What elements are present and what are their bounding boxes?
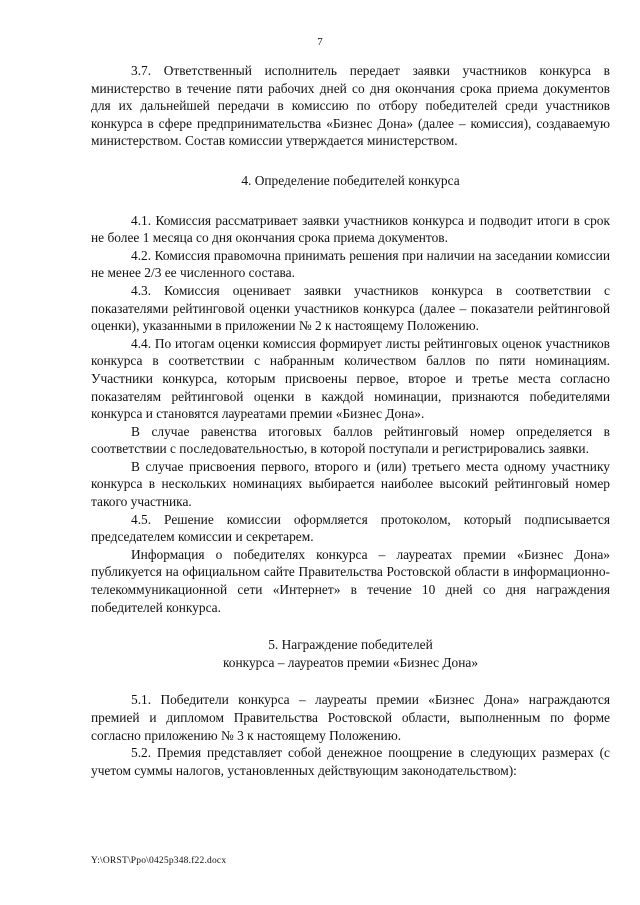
- paragraph-4-2: 4.2. Комиссия правомочна принимать решения при наличии на заседании комиссии не менее 2/3 ее численного состава.: [91, 247, 610, 281]
- document-body: [91, 62, 610, 779]
- paragraph-5-1: 5.1. Победители конкурса – лауреаты премии «Бизнес Дона» награждаются премией и дипломом Правительства Ростовской области, выполненным по форме согласно приложению № 3 к настоящему Положению.: [91, 692, 610, 743]
- paragraph-3-7: 3.7. Ответственный исполнитель передает заявки участников конкурса в министерство в течение пяти рабочих дней со дня окончания срока приема документов для их дальнейшей передачи в комиссию по отбору победителей среди участников конкурса в сфере предпринимательства «Бизнес Дона» (далее – комиссия), создаваемую министерством. Состав комиссии утверждается министерством.: [91, 63, 610, 149]
- paragraph-4-5: 4.5. Решение комиссии оформляется протоколом, который подписывается председателем комиссии и секретарем.: [91, 511, 610, 545]
- section-5-heading-line-1: 5. Награждение победителей: [268, 637, 433, 653]
- footer-file-path: Y:\ORST\Ppo\0425p348.f22.docx: [91, 856, 227, 866]
- paragraph-4-5-publication: Информация о победителях конкурса – лауреатах премии «Бизнес Дона» публикуется на официальном сайте Правительства Ростовской области в информационно-телекоммуникационной сети «Интернет» в течение 10 дней со дня награждения победителей конкурса.: [91, 546, 610, 615]
- paragraph-4-4-tie: В случае равенства итоговых баллов рейтинговый номер определяется в соответствии с последовательностью, в которой поступали и регистрировались заявки.: [91, 423, 610, 457]
- paragraph-5-2: 5.2. Премия представляет собой денежное поощрение в следующих размерах (с учетом суммы налогов, установленных действующим законодательством):: [91, 745, 610, 778]
- paragraph-4-4-multiple: В случае присвоения первого, второго и (или) третьего места одному участнику конкурса в нескольких номинациях выбирается наиболее высокий рейтинговый номер такого участника.: [91, 458, 610, 510]
- section-5-heading-line-2: конкурса – лауреатов премии «Бизнес Дона»: [222, 654, 479, 670]
- paragraph-4-3: 4.3. Комиссия оценивает заявки участников конкурса в соответствии с показателями рейтинговой оценки участников конкурса (далее – показатели рейтинговой оценки), указанными в приложении № 2 к настоящему Положению.: [91, 282, 610, 334]
- paragraph-4-1: 4.1. Комиссия рассматривает заявки участников конкурса и подводит итоги в срок не более 1 месяца со дня окончания срока приема документов.: [91, 212, 610, 246]
- section-4-heading: 4. Определение победителей конкурса: [241, 172, 460, 188]
- paragraph-4-4: 4.4. По итогам оценки комиссия формирует листы рейтинговых оценок участников конкурса в соответствии с набранным количеством баллов по пяти номинациям. Участники конкурса, которым присвоены первое, второе и третье места согласно показателям рейтинговой оценки в каждой номинации, признаются победителями конкурса и становятся лауреатами премии «Бизнес Дона».: [91, 335, 610, 422]
- page-number: 7: [317, 36, 323, 48]
